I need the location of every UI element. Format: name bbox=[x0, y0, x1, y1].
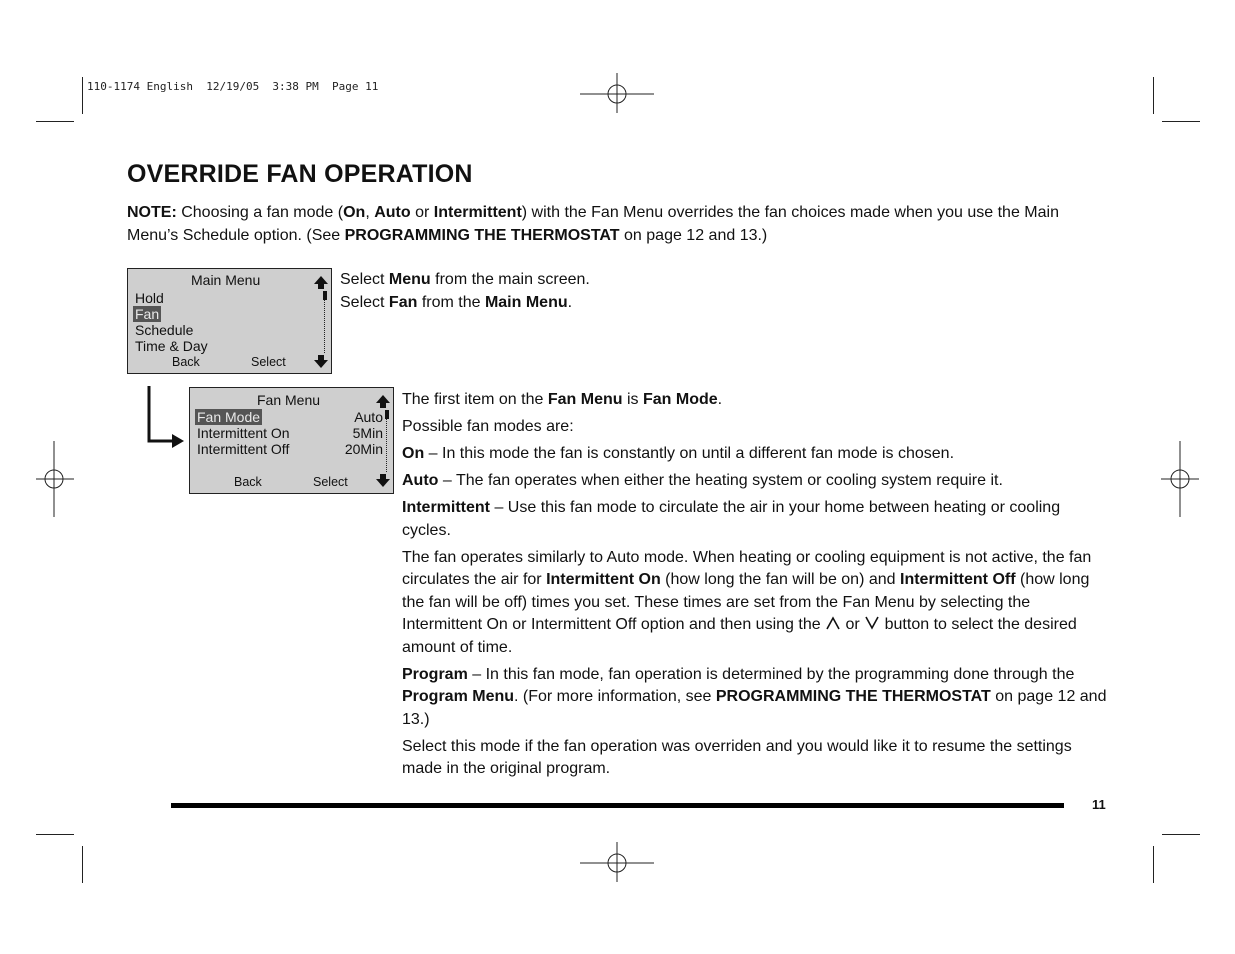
note-intermittent: Intermittent bbox=[433, 204, 522, 221]
note-auto: Auto bbox=[374, 204, 411, 221]
menu-term: Menu bbox=[388, 271, 431, 288]
fan-term: Fan bbox=[388, 293, 418, 311]
registration-mark-left bbox=[34, 441, 74, 517]
fan-menu-row-intermittent-on[interactable] bbox=[197, 425, 385, 441]
registration-mark-bottom bbox=[578, 842, 656, 882]
text: – Use this fan mode to circulate the air in your home between heating or cooling cycles. bbox=[402, 499, 1061, 539]
note-text: , bbox=[365, 204, 375, 221]
intermittent-off-value: 20Min bbox=[344, 441, 383, 457]
program-menu-term: Program Menu bbox=[402, 688, 515, 705]
program-term: Program bbox=[402, 665, 468, 683]
main-menu-item-fan-label: Fan bbox=[135, 306, 160, 322]
down-button-icon bbox=[864, 616, 880, 630]
text: is bbox=[622, 391, 643, 408]
fan-mode-label: Fan Mode bbox=[197, 409, 261, 425]
intermittent-on-term: Intermittent On bbox=[546, 571, 661, 588]
text: – In this fan mode, fan operation is determined by the programming done through the bbox=[467, 665, 1075, 683]
auto-term: Auto bbox=[402, 472, 439, 489]
fan-menu-header: Fan Menu bbox=[257, 392, 321, 408]
intermittent-off-term: Intermittent Off bbox=[900, 571, 1016, 588]
note-text: ) with the Fan Menu overrides the fan choices made when you use the Main Menu’s Schedule option. (See bbox=[127, 204, 1059, 244]
text: (how long the fan will be on) and bbox=[660, 571, 900, 588]
text: (how long the fan will be off) times you set. These times are set from the Fan Menu by selecting the Intermittent On or Intermittent Off option and then using the bbox=[402, 571, 1090, 633]
main-menu-screen bbox=[127, 268, 332, 374]
text: – In this mode the fan is constantly on until a different fan mode is chosen. bbox=[424, 445, 955, 462]
down-arrow-icon bbox=[314, 355, 328, 368]
text: . bbox=[567, 293, 573, 311]
fan-menu-row-fan-mode[interactable] bbox=[195, 409, 385, 425]
paragraph-program-mode bbox=[402, 664, 1107, 732]
back-softkey[interactable]: Back bbox=[234, 475, 262, 489]
main-menu-item-hold[interactable]: Hold bbox=[135, 290, 164, 306]
text: Select bbox=[340, 271, 389, 288]
fan-menu-row-intermittent-off[interactable] bbox=[197, 441, 385, 457]
paragraph-auto-mode bbox=[402, 470, 1107, 493]
up-arrow-icon bbox=[314, 276, 328, 289]
fan-mode-value: Auto bbox=[354, 409, 383, 425]
scroll-track bbox=[386, 410, 387, 472]
note-text: Choosing a fan mode ( bbox=[176, 204, 344, 221]
fan-mode-description bbox=[402, 389, 1107, 785]
paragraph-intermittent-mode bbox=[402, 497, 1107, 542]
paragraph-first-item bbox=[402, 389, 1107, 412]
step1-line1 bbox=[340, 269, 680, 292]
text: . (For more information, see bbox=[514, 688, 716, 705]
intermittent-on-value: 5Min bbox=[352, 425, 383, 441]
intermittent-on-label: Intermittent On bbox=[197, 425, 290, 441]
intermittent-off-label: Intermittent Off bbox=[197, 441, 290, 457]
on-term: On bbox=[402, 445, 425, 462]
footer-rule bbox=[171, 803, 1064, 808]
select-softkey[interactable]: Select bbox=[313, 475, 348, 489]
text: Select bbox=[340, 293, 389, 311]
back-softkey[interactable]: Back bbox=[172, 355, 200, 369]
main-menu-item-time-day[interactable]: Time & Day bbox=[135, 338, 208, 354]
text: from the main screen. bbox=[430, 271, 590, 288]
text: from the bbox=[417, 293, 485, 311]
page-number: 11 bbox=[1092, 797, 1106, 812]
main-menu-term: Main Menu bbox=[484, 293, 568, 311]
intermittent-term: Intermittent bbox=[402, 499, 490, 516]
main-menu-item-fan[interactable] bbox=[133, 306, 161, 322]
text: . bbox=[717, 391, 723, 408]
text: on page 12 and 13.) bbox=[402, 688, 1107, 728]
print-slug: 110-1174 English 12/19/05 3:38 PM Page 11 bbox=[87, 80, 379, 93]
scroll-thumb bbox=[385, 410, 389, 419]
select-softkey[interactable]: Select bbox=[251, 355, 286, 369]
note-text: or bbox=[410, 204, 434, 221]
note-label: NOTE: bbox=[127, 204, 177, 221]
paragraph-resume-program: Select this mode if the fan operation was overriden and you would like it to resume the settings made in the original program. bbox=[402, 737, 1072, 777]
note-text: on page 12 and 13.) bbox=[619, 226, 768, 244]
page-title: OVERRIDE FAN OPERATION bbox=[127, 160, 473, 188]
scroll-thumb bbox=[323, 291, 327, 300]
fan-mode-term: Fan Mode bbox=[642, 391, 718, 408]
fan-menu-screen bbox=[189, 387, 394, 494]
up-button-icon bbox=[825, 616, 841, 630]
main-menu-item-schedule[interactable]: Schedule bbox=[135, 322, 194, 338]
paragraph-possible-modes: Possible fan modes are: bbox=[402, 418, 574, 435]
programming-reference: PROGRAMMING THE THERMOSTAT bbox=[715, 688, 991, 705]
down-arrow-icon bbox=[376, 474, 390, 487]
up-arrow-icon bbox=[376, 395, 390, 408]
note-reference: PROGRAMMING THE THERMOSTAT bbox=[344, 226, 620, 244]
step1-line2 bbox=[340, 292, 680, 315]
registration-mark-right bbox=[1161, 441, 1201, 517]
text: or bbox=[841, 616, 865, 633]
text: The first item on the bbox=[402, 391, 548, 408]
scroll-track bbox=[324, 291, 325, 353]
text: button to select the desired amount of time. bbox=[402, 616, 1077, 656]
note-on: On bbox=[343, 204, 366, 221]
connector-arrow-icon bbox=[144, 386, 190, 448]
fan-menu-term: Fan Menu bbox=[547, 391, 623, 408]
paragraph-intermittent-details bbox=[402, 547, 1107, 660]
text: The fan operates similarly to Auto mode. When heating or cooling equipment is not active, the fan circulates the air for bbox=[402, 548, 1092, 588]
note-paragraph bbox=[127, 202, 1102, 247]
text: – The fan operates when either the heating system or cooling system require it. bbox=[438, 472, 1003, 489]
paragraph-on-mode bbox=[402, 443, 1107, 466]
main-menu-header: Main Menu bbox=[191, 272, 261, 288]
registration-mark-top bbox=[578, 73, 656, 113]
step1-instructions bbox=[340, 269, 680, 314]
